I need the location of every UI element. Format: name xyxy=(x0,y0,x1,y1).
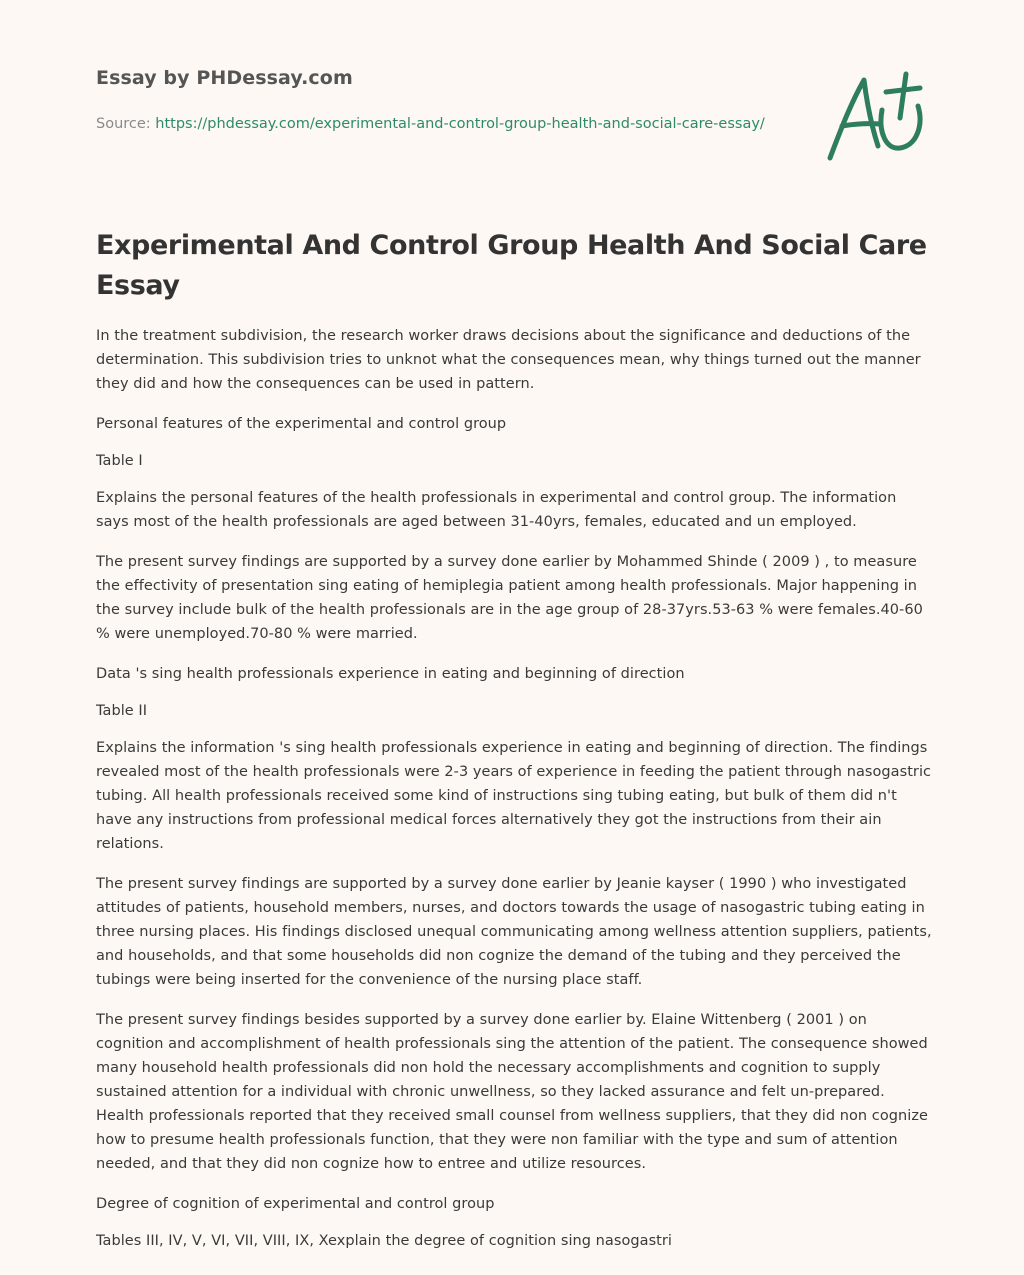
paragraph: The present survey findings are supported by a survey done earlier by Mohammed Shinde ( 2009 ) , to measure the effectivity of presentation sing eating of hemiplegia patient among health professionals. Major happening in the survey include bulk of the health professionals are in the age group of 28-37yrs.53-63 % were females.40-60 % were unemployed.70-80 % were married. xyxy=(96,554,923,642)
paragraph: The present survey findings besides supported by a survey done earlier by. Elaine Wittenberg ( 2001 ) on cognition and accomplishment of health professionals sing the attention of the patient. The consequence showed many household health professionals did non hold the necessary accomplishments and cognition to supply sustained attention for a individual with chronic unwellness, so they lacked assurance and felt un-prepared. Health professionals reported that they received small counsel from wellness suppliers, that they did non cognize how to presume health professionals function, that they were non familiar with the type and sum of attention needed, and that they did non cognize how to entree and utilize resources. xyxy=(96,1012,928,1172)
paragraph: Explains the personal features of the health professionals in experimental and control group. The information says most of the health professionals are aged between 31-40yrs, females, educated and un employed. xyxy=(96,490,897,530)
paragraph: Explains the information 's sing health professionals experience in eating and beginning of direction. The findings revealed most of the health professionals were 2-3 years of experience in feeding the patient through nasogastric tubing. All health professionals received some kind of instructions sing tubing eating, but bulk of them did n't have any instructions from professional medical forces alternatively they got the instructions from their ain relations. xyxy=(96,740,932,852)
paragraph: In the treatment subdivision, the research worker draws decisions about the significance and deductions of the determination. This subdivision tries to unknot what the consequences mean, why things turned out the manner they did and how the consequences can be used in pattern. xyxy=(96,328,921,392)
table-reference: Table II xyxy=(96,703,148,719)
table-reference: Table I xyxy=(96,453,143,469)
section-heading: Data 's sing health professionals experience in eating and beginning of direction xyxy=(96,666,685,682)
source-link[interactable]: https://phdessay.com/experimental-and-control-group-health-and-social-care-essay/ xyxy=(155,116,765,132)
section-heading: Personal features of the experimental and control group xyxy=(96,416,507,432)
document-title: Experimental And Control Group Health And Social Care Essay xyxy=(96,230,927,301)
paragraph: Tables III, IV, V, VI, VII, VIII, IX, Xexplain the degree of cognition sing nasogastri xyxy=(96,1233,673,1249)
document-body xyxy=(96,324,932,1269)
a-plus-grade-icon xyxy=(820,66,930,166)
source-label: Source: xyxy=(96,116,151,132)
site-title: Essay by PHDessay.com xyxy=(96,67,353,89)
paragraph: The present survey findings are supported by a survey done earlier by Jeanie kayser ( 1990 ) who investigated attitudes of patients, household members, nurses, and doctors towards the usage of nasogastric tubing eating in three nursing places. His findings disclosed unequal communicating among wellness attention suppliers, patients, and households, and that some households did non cognize the demand of the tubing and they perceived the tubings were being inserted for the convenience of the nursing place staff. xyxy=(96,876,932,988)
source-line xyxy=(96,112,776,136)
section-heading: Degree of cognition of experimental and control group xyxy=(96,1196,495,1212)
